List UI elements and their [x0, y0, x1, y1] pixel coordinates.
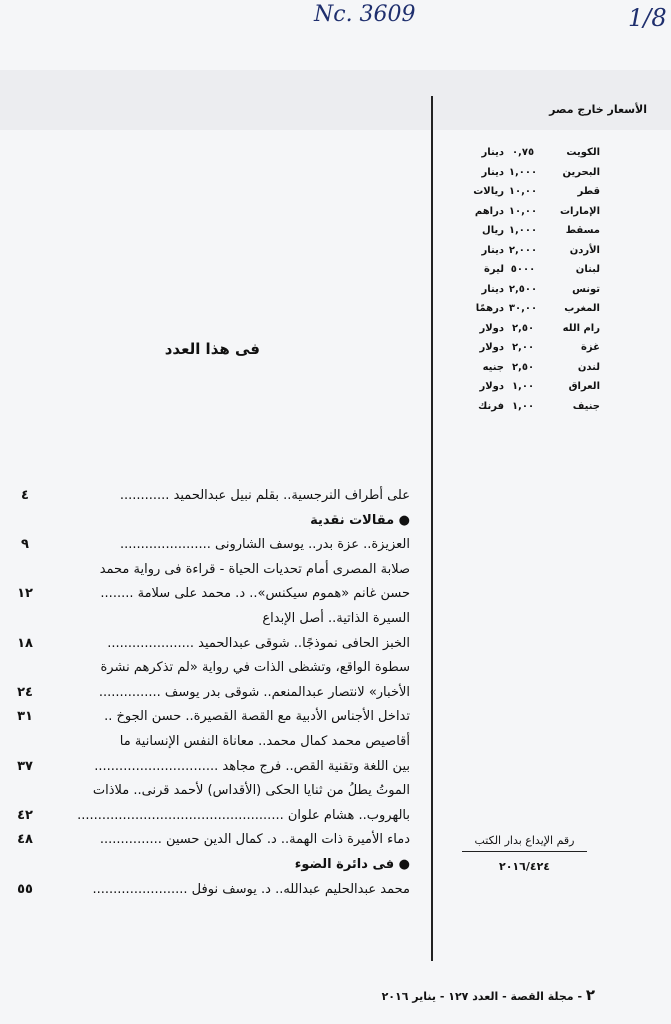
price-currency: دولار — [479, 322, 504, 334]
price-country: غزة — [581, 342, 600, 354]
price-amount: ١,٠٠ — [511, 381, 535, 393]
toc-entry-title: سطوة الواقع، وتشظى الذات في رواية «لم تذكرهم نشرة — [100, 660, 410, 676]
price-row — [450, 377, 600, 397]
toc-entry — [0, 537, 420, 559]
price-currency: درهمًا — [475, 303, 504, 315]
price-currency: ليرة — [484, 264, 504, 276]
toc-entry-title: العزيزة.. عزة بدر.. يوسف الشارونى ...................... — [119, 537, 410, 553]
price-row — [450, 221, 600, 241]
prices-list — [450, 143, 600, 416]
price-country: جنيف — [572, 400, 600, 412]
deposit-label: رقم الإيداع بدار الكتب — [462, 834, 587, 852]
toc-entry-page: ٣٧ — [17, 758, 33, 774]
price-country: الأردن — [569, 244, 600, 256]
toc-entry-page: ٣١ — [17, 709, 33, 725]
price-amount: ٢,٥٠ — [511, 322, 535, 334]
footer-text: - مجلة القصة - العدد ١٢٧ - يناير ٢٠١٦ — [381, 990, 586, 1003]
price-amount: ٢,٠٠٠ — [508, 244, 538, 256]
price-row — [450, 241, 600, 261]
toc-entry-page: ٤٢ — [17, 807, 33, 823]
price-country: رام الله — [562, 322, 600, 334]
toc-entry-title: دماء الأميرة ذات الهمة.. د. كمال الدين حسين ............... — [99, 832, 410, 848]
toc-entry-title: أقاصيص محمد كمال محمد.. معاناة النفس الإنسانية ما — [119, 734, 410, 749]
toc-section-heading — [0, 857, 420, 879]
toc-entry-title: الموتُ يطلُ من ثنايا الحكى (الأقداس) لأحمد قرنى.. ملاذات — [92, 783, 410, 799]
column-divider — [431, 96, 433, 961]
price-country: المغرب — [564, 303, 600, 315]
price-row — [450, 397, 600, 417]
toc-entry-page: ٥٥ — [17, 881, 33, 897]
toc-entry — [0, 611, 420, 633]
price-amount: ٣٠,٠٠ — [508, 303, 538, 315]
toc-entry — [0, 783, 420, 805]
handwritten-code: Nc. 3609 — [314, 2, 416, 27]
price-currency: ريالات — [473, 186, 504, 198]
price-amount: ١,٠٠٠ — [508, 225, 538, 237]
price-currency: ريال — [482, 225, 504, 237]
price-currency: دينار — [481, 166, 504, 178]
price-row — [450, 143, 600, 163]
page-footer — [350, 986, 595, 1004]
toc-entry — [0, 562, 420, 584]
price-currency: دينار — [481, 244, 504, 256]
price-country: الإمارات — [559, 205, 600, 217]
toc-entry — [0, 882, 420, 904]
toc-section-heading — [0, 513, 420, 535]
toc-entry — [0, 709, 420, 731]
toc-entry-title: بين اللغة وتقنية القص.. فرج مجاهد .............................. — [94, 758, 410, 774]
price-row — [450, 338, 600, 358]
toc-entry — [0, 832, 420, 854]
price-currency: دولار — [479, 342, 504, 354]
price-amount: ١٠,٠٠ — [508, 186, 538, 198]
price-amount: ١,٠٠ — [511, 400, 535, 412]
price-amount: ٢,٠٠ — [511, 342, 535, 354]
footer-page-number: ٢ — [585, 986, 595, 1004]
price-amount: ٥٠٠٠ — [510, 264, 536, 276]
toc-entry-title: الخبز الحافى نموذجًا.. شوقى عبدالحميد ..................... — [107, 635, 410, 651]
price-country: لبنان — [575, 264, 600, 276]
toc-entry-title: صلابة المصرى أمام تحديات الحياة - قراءة فى رواية محمد — [99, 561, 410, 577]
toc-entry-page: ٤ — [21, 488, 29, 503]
price-currency: دينار — [481, 283, 504, 295]
price-currency: فرنك — [478, 400, 504, 412]
price-country: الكويت — [566, 147, 600, 159]
toc-entry — [0, 759, 420, 781]
toc-entry-page: ٩ — [21, 537, 29, 553]
price-row — [450, 260, 600, 280]
toc-entry-page: ٤٨ — [17, 832, 33, 848]
deposit-info — [462, 834, 587, 873]
price-row — [450, 182, 600, 202]
price-country: مسقط — [565, 225, 600, 237]
issue-heading: فى هذا العدد — [164, 340, 260, 358]
toc-entry-title: الأخبار» لانتصار عبدالمنعم.. شوقى بدر يوسف ............... — [98, 684, 410, 700]
toc-entry — [0, 488, 420, 510]
price-currency: جنيه — [482, 361, 504, 373]
price-country: العراق — [568, 381, 600, 393]
price-country: قطر — [577, 186, 600, 198]
price-row — [450, 280, 600, 300]
toc-entry-title: تداخل الأجناس الأدبية مع القصة القصيرة.. حسن الجوخ .. — [104, 709, 410, 725]
toc-entry — [0, 808, 420, 830]
toc-entry-page: ٢٤ — [17, 684, 33, 700]
price-row — [450, 163, 600, 183]
toc-entry-title: على أطراف النرجسية.. بقلم نبيل عبدالحميد ............ — [119, 488, 410, 503]
toc-entry-title: ● مقالات نقدية — [310, 512, 410, 528]
price-country: تونس — [572, 283, 600, 295]
toc-entry-title: ● فى دائرة الضوء — [294, 857, 410, 872]
price-row — [450, 299, 600, 319]
price-amount: ١,٠٠٠ — [508, 166, 538, 178]
toc-entry — [0, 685, 420, 707]
toc-entry-title: بالهروب.. هشام علوان .................................................. — [77, 807, 410, 823]
toc-entry — [0, 734, 420, 756]
price-currency: دراهم — [474, 205, 504, 217]
toc-entry — [0, 586, 420, 608]
deposit-number: ٢٠١٦/٤٢٤ — [498, 860, 550, 873]
handwritten-page-mark: 1/8 — [628, 4, 667, 32]
price-currency: دولار — [479, 381, 504, 393]
price-currency: دينار — [481, 147, 504, 159]
price-amount: ٠,٧٥ — [511, 147, 535, 159]
price-amount: ٢,٥٠٠ — [508, 283, 538, 295]
price-country: البحرين — [562, 166, 600, 178]
faded-header-watermark — [0, 70, 671, 130]
price-amount: ٢,٥٠ — [511, 361, 535, 373]
toc-entry-page: ١٨ — [17, 635, 33, 651]
price-amount: ١٠,٠٠ — [508, 205, 538, 217]
price-row — [450, 358, 600, 378]
toc-entry-title: محمد عبدالحليم عبدالله.. د. يوسف نوفل ....................... — [92, 881, 410, 897]
toc-entry-title: حسن غانم «هموم سيكنس».. د. محمد على سلامة ........ — [100, 586, 410, 602]
toc-entry — [0, 660, 420, 682]
toc-entry — [0, 636, 420, 658]
prices-title: الأسعار خارج مصر — [549, 103, 647, 116]
toc-entry-page: ١٢ — [17, 586, 33, 602]
toc-entry-title: السيرة الذاتية.. أصل الإبداع — [262, 611, 410, 626]
price-row — [450, 319, 600, 339]
price-country: لندن — [577, 361, 600, 373]
price-row — [450, 202, 600, 222]
